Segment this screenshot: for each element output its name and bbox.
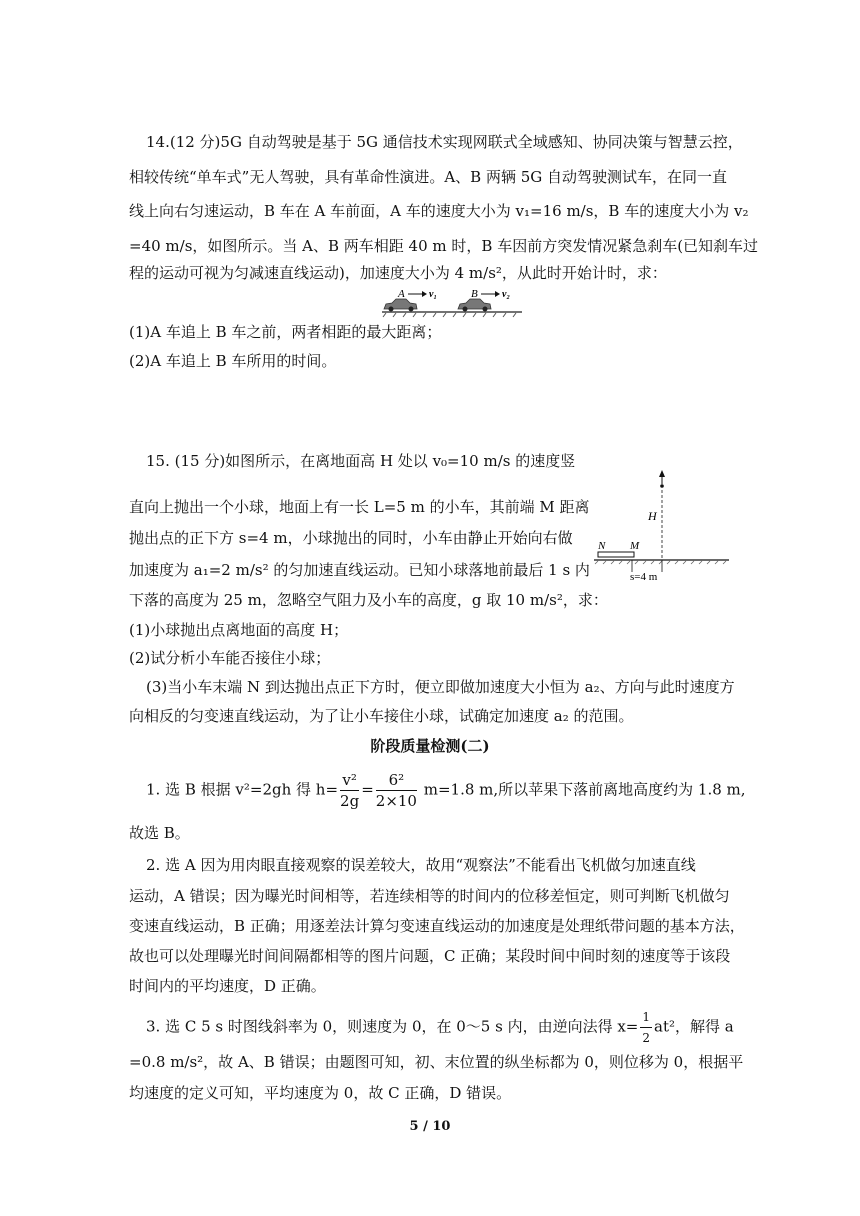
answer-2-line-2: 运动，A 错误；因为曝光时间相等，若连续相等的时间内的位移差恒定，则可判断飞机做匀 (129, 887, 730, 905)
cart-front-m-label: M (630, 540, 640, 552)
car-a-label: A (398, 288, 405, 300)
section-title: 阶段质量检测(二) (370, 737, 490, 755)
fraction-numerator: 1 (640, 1007, 652, 1028)
fraction-denominator: 2g (340, 792, 360, 810)
q14-line-1: 14.(12 分)5G 自动驾驶是基于 5G 通信技术实现网联式全域感知、协同决策与智慧云控， (146, 133, 743, 151)
car-b (458, 299, 491, 312)
fraction-numerator: 6² (376, 770, 417, 791)
q15-figure (594, 464, 729, 584)
answer-1-line-1 (146, 770, 746, 811)
q15-sub-2: (2)试分析小车能否接住小球； (129, 649, 331, 667)
q14-line-3: 线上向右匀速运动，B 车在 A 车前面，A 车的速度大小为 v₁=16 m/s，B 车的速度大小为 v₂ (129, 202, 749, 220)
q15-sub-1: (1)小球抛出点离地面的高度 H； (129, 621, 349, 639)
q14-line-5: 程的运动可视为匀减速直线运动)，加速度大小为 4 m/s²，从此时开始计时，求： (129, 264, 667, 282)
cart-end-n-label: N (598, 540, 606, 552)
answer-2-line-1: 2. 选 A 因为用肉眼直接观察的误差较大，故用“观察法”不能看出飞机做匀加速直线 (146, 856, 696, 874)
v2-label: v₂ (502, 289, 510, 300)
q14-sub-1: (1)A 车追上 B 车之前，两者相距的最大距离； (129, 323, 442, 341)
answer-3-line-1 (146, 1007, 734, 1048)
fraction-6sq-over-20 (376, 770, 417, 811)
q15-line-1: 15. (15 分)如图所示，在离地面高 H 处以 v₀=10 m/s 的速度竖 (146, 452, 576, 470)
answer-1-line-2: 故选 B。 (129, 824, 190, 842)
q14-line-4: =40 m/s，如图所示。当 A、B 两车相距 40 m 时，B 车因前方突发情况紧急刹车(已知刹车过 (129, 237, 759, 255)
q14-sub-2: (2)A 车追上 B 车所用的时间。 (129, 352, 337, 370)
q15-line-5: 下落的高度为 25 m，忽略空气阻力及小车的高度，g 取 10 m/s²，求： (129, 591, 608, 609)
q14-line-2: 相较传统“单车式”无人驾驶，具有革命性演进。A、B 两辆 5G 自动驾驶测试车，在同一直 (129, 168, 728, 186)
fraction-denominator: 2 (642, 1031, 651, 1045)
q15-line-4: 加速度为 a₁=2 m/s² 的匀加速直线运动。已知小球落地前最后 1 s 内 (129, 561, 590, 579)
height-label: H (648, 509, 657, 523)
fraction-v2-over-2g (340, 770, 359, 811)
answer-3-text-post: at²，解得 a (654, 1017, 734, 1036)
answer-1-text-post: m=1.8 m,所以苹果下落前离地高度约为 1.8 m, (418, 780, 746, 799)
fraction-numerator: v² (340, 770, 359, 791)
car-b-label: B (471, 288, 478, 300)
answer-3-line-3: 均速度的定义可知，平均速度为 0，故 C 正确，D 错误。 (129, 1084, 512, 1102)
cart (598, 552, 634, 557)
equals-sign: = (361, 780, 374, 799)
answer-2-line-4: 故也可以处理曝光时间间隔都相等的图片问题，C 正确；某段时间中间时刻的速度等于该段 (129, 947, 731, 965)
answer-1-text-pre: 1. 选 B 根据 v²=2gh 得 h= (146, 780, 339, 799)
answer-2-line-5: 时间内的平均速度，D 正确。 (129, 977, 326, 995)
q14-cars-figure (382, 286, 522, 318)
q15-sub-3: (3)当小车末端 N 到达抛出点正下方时，便立即做加速度大小恒为 a₂、方向与此时速度方 (146, 678, 735, 696)
fraction-denominator: 2×10 (375, 792, 417, 810)
page-number: 5 / 10 (409, 1119, 451, 1134)
q15-line-2: 直向上抛出一个小球，地面上有一长 L=5 m 的小车，其前端 M 距离 (129, 498, 590, 516)
v1-label: v₁ (429, 289, 437, 300)
answer-3-line-2: =0.8 m/s²，故 A、B 错误；由题图可知，初、末位置的纵坐标都为 0，则位移为 0，根据平 (129, 1053, 744, 1071)
distance-s-label: s=4 m (630, 571, 658, 583)
answer-2-line-3: 变速直线运动，B 正确；用逐差法计算匀变速直线运动的加速度是处理纸带问题的基本方法， (129, 917, 745, 935)
car-a (384, 299, 417, 312)
q15-sub-4: 向相反的匀变速直线运动，为了让小车接住小球，试确定加速度 a₂ 的范围。 (129, 707, 634, 725)
q15-line-3: 抛出点的正下方 s=4 m，小球抛出的同时，小车由静止开始向右做 (129, 529, 573, 547)
answer-3-text-pre: 3. 选 C 5 s 时图线斜率为 0，则速度为 0，在 0～5 s 内，由逆向法得 x= (146, 1017, 639, 1036)
fraction-one-half (640, 1007, 652, 1048)
